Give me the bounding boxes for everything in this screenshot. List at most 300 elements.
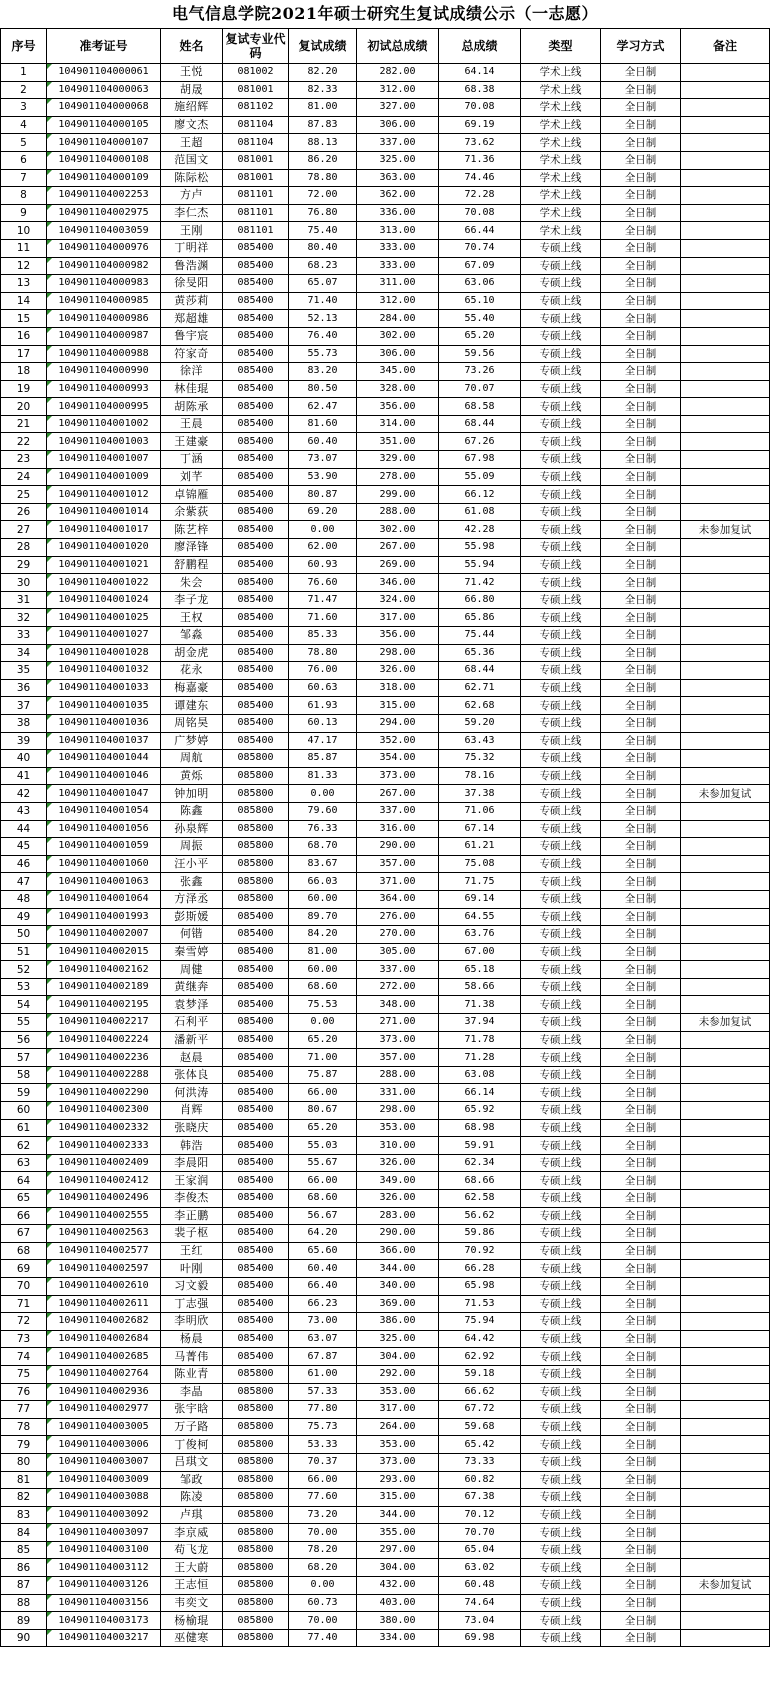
cell-study-mode: 全日制	[601, 1066, 681, 1084]
cell-remarks	[681, 1207, 770, 1225]
cell-name: 李明欣	[161, 1313, 223, 1331]
cell-name: 李晶	[161, 1383, 223, 1401]
cell-initial-score: 290.00	[357, 1225, 439, 1243]
cell-initial-score: 298.00	[357, 644, 439, 662]
cell-major-code: 085400	[223, 292, 289, 310]
cell-exam-id: 104901104003100	[47, 1541, 161, 1559]
cell-study-mode: 全日制	[601, 169, 681, 187]
cell-name: 花永	[161, 662, 223, 680]
cell-remarks	[681, 802, 770, 820]
cell-seq: 71	[1, 1295, 47, 1313]
cell-type: 专硕上线	[521, 1154, 601, 1172]
cell-type: 专硕上线	[521, 1066, 601, 1084]
table-row	[1, 556, 770, 574]
cell-type: 专硕上线	[521, 1401, 601, 1419]
cell-study-mode: 全日制	[601, 644, 681, 662]
cell-retest-score: 62.00	[289, 539, 357, 557]
cell-total-score: 70.08	[439, 99, 521, 117]
cell-name: 秦雪婷	[161, 943, 223, 961]
cell-seq: 31	[1, 591, 47, 609]
cell-total-score: 59.68	[439, 1418, 521, 1436]
cell-retest-score: 62.47	[289, 398, 357, 416]
cell-retest-score: 53.90	[289, 468, 357, 486]
cell-total-score: 70.70	[439, 1524, 521, 1542]
cell-major-code: 085400	[223, 275, 289, 293]
cell-name: 王超	[161, 134, 223, 152]
cell-type: 专硕上线	[521, 239, 601, 257]
cell-initial-score: 304.00	[357, 1559, 439, 1577]
cell-seq: 52	[1, 961, 47, 979]
cell-total-score: 70.07	[439, 380, 521, 398]
cell-major-code: 085400	[223, 239, 289, 257]
cell-remarks	[681, 151, 770, 169]
cell-exam-id: 104901104003126	[47, 1577, 161, 1595]
cell-exam-id: 104901104002253	[47, 187, 161, 205]
cell-type: 专硕上线	[521, 1559, 601, 1577]
cell-remarks	[681, 996, 770, 1014]
cell-name: 廖文杰	[161, 116, 223, 134]
cell-remarks	[681, 679, 770, 697]
cell-total-score: 59.56	[439, 345, 521, 363]
table-row	[1, 1172, 770, 1190]
cell-retest-score: 60.73	[289, 1594, 357, 1612]
cell-total-score: 75.32	[439, 750, 521, 768]
cell-name: 王红	[161, 1242, 223, 1260]
cell-name: 徐洋	[161, 363, 223, 381]
table-row	[1, 1418, 770, 1436]
cell-study-mode: 全日制	[601, 204, 681, 222]
table-row	[1, 1154, 770, 1172]
cell-remarks	[681, 926, 770, 944]
cell-remarks: 未参加复试	[681, 785, 770, 803]
cell-initial-score: 267.00	[357, 539, 439, 557]
cell-study-mode: 全日制	[601, 327, 681, 345]
cell-exam-id: 104901104001059	[47, 838, 161, 856]
cell-type: 专硕上线	[521, 679, 601, 697]
cell-initial-score: 271.00	[357, 1014, 439, 1032]
cell-total-score: 61.08	[439, 503, 521, 521]
cell-name: 王晨	[161, 415, 223, 433]
cell-major-code: 085800	[223, 1577, 289, 1595]
cell-name: 韦奕文	[161, 1594, 223, 1612]
cell-initial-score: 284.00	[357, 310, 439, 328]
cell-name: 陈鑫	[161, 802, 223, 820]
cell-major-code: 085400	[223, 714, 289, 732]
table-row	[1, 99, 770, 117]
cell-exam-id: 104901104002610	[47, 1277, 161, 1295]
cell-type: 学术上线	[521, 187, 601, 205]
cell-name: 王家润	[161, 1172, 223, 1190]
cell-type: 专硕上线	[521, 1119, 601, 1137]
cell-seq: 24	[1, 468, 47, 486]
cell-major-code: 085800	[223, 1594, 289, 1612]
cell-type: 专硕上线	[521, 1541, 601, 1559]
cell-exam-id: 104901104001047	[47, 785, 161, 803]
table-row	[1, 679, 770, 697]
cell-exam-id: 104901104001024	[47, 591, 161, 609]
cell-retest-score: 89.70	[289, 908, 357, 926]
cell-remarks	[681, 1119, 770, 1137]
cell-initial-score: 316.00	[357, 820, 439, 838]
cell-remarks	[681, 1154, 770, 1172]
cell-study-mode: 全日制	[601, 521, 681, 539]
table-row	[1, 257, 770, 275]
cell-remarks	[681, 1242, 770, 1260]
cell-seq: 67	[1, 1225, 47, 1243]
cell-type: 学术上线	[521, 64, 601, 82]
cell-exam-id: 104901104003006	[47, 1436, 161, 1454]
cell-total-score: 64.42	[439, 1330, 521, 1348]
cell-retest-score: 55.73	[289, 345, 357, 363]
cell-total-score: 71.78	[439, 1031, 521, 1049]
cell-remarks	[681, 1612, 770, 1630]
table-row	[1, 151, 770, 169]
cell-study-mode: 全日制	[601, 890, 681, 908]
cell-retest-score: 84.20	[289, 926, 357, 944]
table-row	[1, 644, 770, 662]
cell-total-score: 63.06	[439, 275, 521, 293]
cell-retest-score: 76.60	[289, 574, 357, 592]
cell-remarks	[681, 855, 770, 873]
cell-total-score: 42.28	[439, 521, 521, 539]
cell-retest-score: 0.00	[289, 785, 357, 803]
cell-remarks	[681, 1559, 770, 1577]
cell-type: 专硕上线	[521, 556, 601, 574]
cell-name: 习文毅	[161, 1277, 223, 1295]
cell-seq: 4	[1, 116, 47, 134]
table-row	[1, 1277, 770, 1295]
cell-major-code: 085800	[223, 1401, 289, 1419]
table-row	[1, 609, 770, 627]
cell-initial-score: 299.00	[357, 486, 439, 504]
cell-remarks	[681, 732, 770, 750]
cell-seq: 77	[1, 1401, 47, 1419]
cell-study-mode: 全日制	[601, 345, 681, 363]
cell-name: 丁志强	[161, 1295, 223, 1313]
cell-major-code: 085400	[223, 926, 289, 944]
cell-major-code: 085400	[223, 468, 289, 486]
cell-type: 专硕上线	[521, 714, 601, 732]
table-row	[1, 1401, 770, 1419]
cell-type: 专硕上线	[521, 1453, 601, 1471]
cell-remarks	[681, 275, 770, 293]
cell-initial-score: 311.00	[357, 275, 439, 293]
cell-name: 鲁宇宸	[161, 327, 223, 345]
cell-total-score: 70.12	[439, 1506, 521, 1524]
cell-major-code: 085400	[223, 415, 289, 433]
cell-study-mode: 全日制	[601, 1154, 681, 1172]
cell-total-score: 68.98	[439, 1119, 521, 1137]
table-row	[1, 838, 770, 856]
cell-retest-score: 68.60	[289, 1190, 357, 1208]
cell-initial-score: 278.00	[357, 468, 439, 486]
cell-name: 卢琪	[161, 1506, 223, 1524]
cell-seq: 65	[1, 1190, 47, 1208]
cell-type: 专硕上线	[521, 1365, 601, 1383]
cell-seq: 34	[1, 644, 47, 662]
cell-major-code: 085400	[223, 257, 289, 275]
cell-retest-score: 73.07	[289, 451, 357, 469]
cell-seq: 29	[1, 556, 47, 574]
cell-remarks	[681, 539, 770, 557]
cell-type: 专硕上线	[521, 908, 601, 926]
cell-seq: 37	[1, 697, 47, 715]
cell-retest-score: 73.00	[289, 1313, 357, 1331]
cell-remarks	[681, 257, 770, 275]
cell-name: 王大蔚	[161, 1559, 223, 1577]
cell-study-mode: 全日制	[601, 943, 681, 961]
cell-name: 吕琪文	[161, 1453, 223, 1471]
cell-major-code: 085400	[223, 978, 289, 996]
cell-total-score: 68.44	[439, 662, 521, 680]
cell-type: 专硕上线	[521, 855, 601, 873]
cell-name: 汪小平	[161, 855, 223, 873]
cell-seq: 25	[1, 486, 47, 504]
cell-seq: 23	[1, 451, 47, 469]
cell-initial-score: 283.00	[357, 1207, 439, 1225]
cell-major-code: 085800	[223, 802, 289, 820]
cell-major-code: 085400	[223, 433, 289, 451]
cell-total-score: 71.36	[439, 151, 521, 169]
cell-initial-score: 298.00	[357, 1102, 439, 1120]
cell-name: 范国文	[161, 151, 223, 169]
cell-type: 学术上线	[521, 134, 601, 152]
cell-total-score: 70.74	[439, 239, 521, 257]
cell-major-code: 085400	[223, 521, 289, 539]
cell-major-code: 085400	[223, 609, 289, 627]
cell-initial-score: 313.00	[357, 222, 439, 240]
table-row	[1, 116, 770, 134]
cell-remarks	[681, 468, 770, 486]
score-table	[0, 28, 770, 1647]
cell-study-mode: 全日制	[601, 1471, 681, 1489]
cell-retest-score: 77.40	[289, 1629, 357, 1647]
cell-study-mode: 全日制	[601, 1172, 681, 1190]
table-row	[1, 1524, 770, 1542]
cell-retest-score: 60.40	[289, 433, 357, 451]
cell-seq: 60	[1, 1102, 47, 1120]
cell-type: 专硕上线	[521, 873, 601, 891]
cell-seq: 15	[1, 310, 47, 328]
cell-study-mode: 全日制	[601, 363, 681, 381]
cell-type: 专硕上线	[521, 327, 601, 345]
cell-name: 叶刚	[161, 1260, 223, 1278]
cell-initial-score: 329.00	[357, 451, 439, 469]
cell-type: 专硕上线	[521, 292, 601, 310]
cell-remarks	[681, 591, 770, 609]
cell-total-score: 60.82	[439, 1471, 521, 1489]
cell-exam-id: 104901104001044	[47, 750, 161, 768]
cell-seq: 5	[1, 134, 47, 152]
table-row	[1, 750, 770, 768]
cell-remarks	[681, 750, 770, 768]
cell-total-score: 74.64	[439, 1594, 521, 1612]
cell-study-mode: 全日制	[601, 838, 681, 856]
cell-name: 廖泽锋	[161, 539, 223, 557]
cell-remarks	[681, 363, 770, 381]
cell-exam-id: 104901104001063	[47, 873, 161, 891]
cell-study-mode: 全日制	[601, 1524, 681, 1542]
cell-name: 李正鹏	[161, 1207, 223, 1225]
table-row	[1, 1506, 770, 1524]
cell-exam-id: 104901104001035	[47, 697, 161, 715]
cell-seq: 14	[1, 292, 47, 310]
cell-exam-id: 104901104002015	[47, 943, 161, 961]
cell-retest-score: 81.00	[289, 99, 357, 117]
cell-type: 专硕上线	[521, 1629, 601, 1647]
cell-major-code: 085800	[223, 1471, 289, 1489]
cell-major-code: 085400	[223, 380, 289, 398]
cell-study-mode: 全日制	[601, 855, 681, 873]
cell-type: 专硕上线	[521, 257, 601, 275]
cell-retest-score: 56.67	[289, 1207, 357, 1225]
cell-remarks	[681, 767, 770, 785]
cell-exam-id: 104901104000982	[47, 257, 161, 275]
cell-exam-id: 104901104001046	[47, 767, 161, 785]
cell-exam-id: 104901104002597	[47, 1260, 161, 1278]
cell-study-mode: 全日制	[601, 1365, 681, 1383]
cell-total-score: 70.08	[439, 204, 521, 222]
cell-major-code: 085800	[223, 1524, 289, 1542]
cell-exam-id: 104901104001054	[47, 802, 161, 820]
cell-type: 专硕上线	[521, 1295, 601, 1313]
cell-major-code: 085400	[223, 644, 289, 662]
cell-major-code: 085800	[223, 1418, 289, 1436]
cell-type: 专硕上线	[521, 943, 601, 961]
cell-seq: 76	[1, 1383, 47, 1401]
cell-remarks	[681, 1489, 770, 1507]
cell-initial-score: 267.00	[357, 785, 439, 803]
cell-name: 周铭昊	[161, 714, 223, 732]
cell-total-score: 59.91	[439, 1137, 521, 1155]
cell-major-code: 081101	[223, 222, 289, 240]
cell-total-score: 59.18	[439, 1365, 521, 1383]
cell-study-mode: 全日制	[601, 1277, 681, 1295]
cell-retest-score: 60.00	[289, 961, 357, 979]
cell-major-code: 085400	[223, 1031, 289, 1049]
cell-retest-score: 81.60	[289, 415, 357, 433]
cell-major-code: 085800	[223, 1383, 289, 1401]
cell-seq: 70	[1, 1277, 47, 1295]
cell-seq: 82	[1, 1489, 47, 1507]
cell-seq: 40	[1, 750, 47, 768]
cell-remarks	[681, 1137, 770, 1155]
cell-total-score: 71.42	[439, 574, 521, 592]
cell-seq: 58	[1, 1066, 47, 1084]
cell-major-code: 085400	[223, 943, 289, 961]
cell-name: 万子路	[161, 1418, 223, 1436]
cell-remarks: 未参加复试	[681, 521, 770, 539]
cell-remarks	[681, 1172, 770, 1190]
cell-seq: 10	[1, 222, 47, 240]
cell-initial-score: 353.00	[357, 1383, 439, 1401]
cell-retest-score: 0.00	[289, 1014, 357, 1032]
cell-study-mode: 全日制	[601, 767, 681, 785]
cell-major-code: 085400	[223, 310, 289, 328]
cell-retest-score: 75.73	[289, 1418, 357, 1436]
cell-initial-score: 317.00	[357, 1401, 439, 1419]
cell-retest-score: 53.33	[289, 1436, 357, 1454]
cell-total-score: 71.75	[439, 873, 521, 891]
cell-remarks	[681, 1277, 770, 1295]
cell-remarks	[681, 820, 770, 838]
cell-exam-id: 104901104000985	[47, 292, 161, 310]
cell-exam-id: 104901104002224	[47, 1031, 161, 1049]
cell-type: 学术上线	[521, 169, 601, 187]
cell-exam-id: 104901104003156	[47, 1594, 161, 1612]
cell-type: 专硕上线	[521, 1084, 601, 1102]
cell-study-mode: 全日制	[601, 134, 681, 152]
cell-study-mode: 全日制	[601, 1506, 681, 1524]
cell-total-score: 67.72	[439, 1401, 521, 1419]
cell-total-score: 56.62	[439, 1207, 521, 1225]
table-row	[1, 1225, 770, 1243]
cell-total-score: 73.62	[439, 134, 521, 152]
cell-total-score: 72.28	[439, 187, 521, 205]
cell-total-score: 55.40	[439, 310, 521, 328]
cell-initial-score: 331.00	[357, 1084, 439, 1102]
cell-major-code: 081104	[223, 134, 289, 152]
cell-initial-score: 362.00	[357, 187, 439, 205]
cell-type: 专硕上线	[521, 1014, 601, 1032]
cell-name: 邹政	[161, 1471, 223, 1489]
cell-exam-id: 104901104001020	[47, 539, 161, 557]
cell-type: 专硕上线	[521, 451, 601, 469]
table-row	[1, 187, 770, 205]
cell-remarks	[681, 1629, 770, 1647]
cell-name: 黄烁	[161, 767, 223, 785]
cell-seq: 27	[1, 521, 47, 539]
cell-type: 学术上线	[521, 222, 601, 240]
cell-remarks	[681, 1401, 770, 1419]
cell-total-score: 71.38	[439, 996, 521, 1014]
cell-remarks	[681, 1084, 770, 1102]
cell-exam-id: 104901104001021	[47, 556, 161, 574]
cell-seq: 47	[1, 873, 47, 891]
table-row	[1, 873, 770, 891]
cell-seq: 17	[1, 345, 47, 363]
cell-name: 周航	[161, 750, 223, 768]
cell-type: 专硕上线	[521, 785, 601, 803]
cell-type: 专硕上线	[521, 1506, 601, 1524]
cell-initial-score: 373.00	[357, 1453, 439, 1471]
cell-name: 黄莎莉	[161, 292, 223, 310]
cell-exam-id: 104901104002555	[47, 1207, 161, 1225]
cell-retest-score: 65.20	[289, 1031, 357, 1049]
cell-name: 王刚	[161, 222, 223, 240]
cell-name: 丁涵	[161, 451, 223, 469]
table-row	[1, 503, 770, 521]
table-row	[1, 1049, 770, 1067]
cell-remarks	[681, 697, 770, 715]
cell-major-code: 085400	[223, 1119, 289, 1137]
cell-retest-score: 70.00	[289, 1612, 357, 1630]
cell-seq: 51	[1, 943, 47, 961]
cell-type: 专硕上线	[521, 345, 601, 363]
cell-retest-score: 78.80	[289, 169, 357, 187]
cell-name: 巫健寒	[161, 1629, 223, 1647]
cell-total-score: 75.08	[439, 855, 521, 873]
cell-initial-score: 352.00	[357, 732, 439, 750]
cell-initial-score: 305.00	[357, 943, 439, 961]
cell-type: 专硕上线	[521, 1594, 601, 1612]
cell-study-mode: 全日制	[601, 222, 681, 240]
cell-name: 陈凌	[161, 1489, 223, 1507]
cell-study-mode: 全日制	[601, 1453, 681, 1471]
cell-seq: 80	[1, 1453, 47, 1471]
cell-exam-id: 104901104001025	[47, 609, 161, 627]
cell-major-code: 085400	[223, 327, 289, 345]
